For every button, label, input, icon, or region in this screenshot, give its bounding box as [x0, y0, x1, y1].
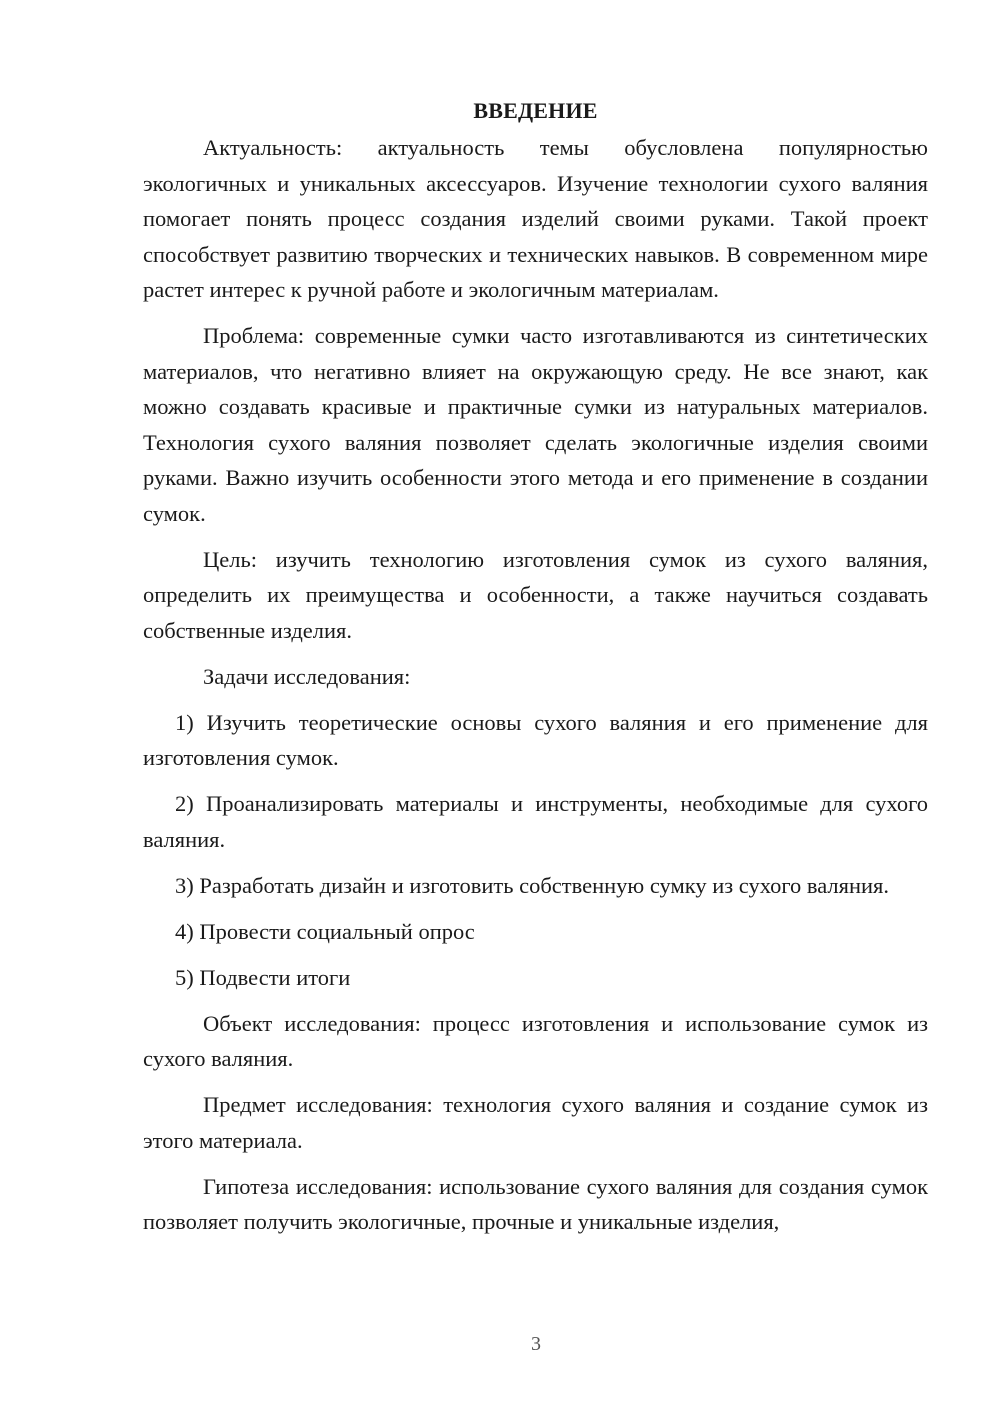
task-item-3: 3) Разработать дизайн и изготовить собственную сумку из сухого валяния. — [175, 872, 890, 898]
task-item-4: 4) Провести социальный опрос — [175, 918, 475, 944]
page-number: 3 — [531, 1333, 541, 1355]
task-item-5: 5) Подвести итоги — [175, 964, 351, 990]
goal-paragraph: Цель: изучить технологию изготовления сумок из сухого валяния, определить их преимущества и особенности, а также научиться создавать собственные изделия. — [143, 546, 928, 643]
subject-paragraph: Предмет исследования: технология сухого валяния и создание сумок из этого материала. — [143, 1092, 928, 1153]
task-item-1: 1) Изучить теоретические основы сухого валяния и его применение для изготовления сумок. — [143, 709, 928, 770]
document-page — [143, 96, 928, 1250]
relevance-paragraph: Актуальность: актуальность темы обусловлена популярностью экологичных и уникальных аксессуаров. Изучение технологии сухого валяния помогает понять процесс создания изделий своими руками. Такой проект способствует развитию творческих и технических навыков. В современном мире растет интерес к ручной работе и экологичным материалам. — [143, 135, 928, 302]
task-item-2: 2) Проанализировать материалы и инструменты, необходимые для сухого валяния. — [143, 791, 928, 852]
tasks-heading: Задачи исследования: — [203, 663, 411, 689]
object-paragraph: Объект исследования: процесс изготовления и использование сумок из сухого валяния. — [143, 1010, 928, 1071]
hypothesis-paragraph: Гипотеза исследования: использование сухого валяния для создания сумок позволяет получить экологичные, прочные и уникальные изделия, — [143, 1173, 928, 1234]
problem-paragraph: Проблема: современные сумки часто изготавливаются из синтетических материалов, что негативно влияет на окружающую среду. Не все знают, как можно создавать красивые и практичные сумки из натуральных материалов. Технология сухого валяния позволяет сделать экологичные изделия своими руками. Важно изучить особенности этого метода и его применение в создании сумок. — [143, 323, 928, 526]
page-title: ВВЕДЕНИЕ — [473, 98, 598, 123]
